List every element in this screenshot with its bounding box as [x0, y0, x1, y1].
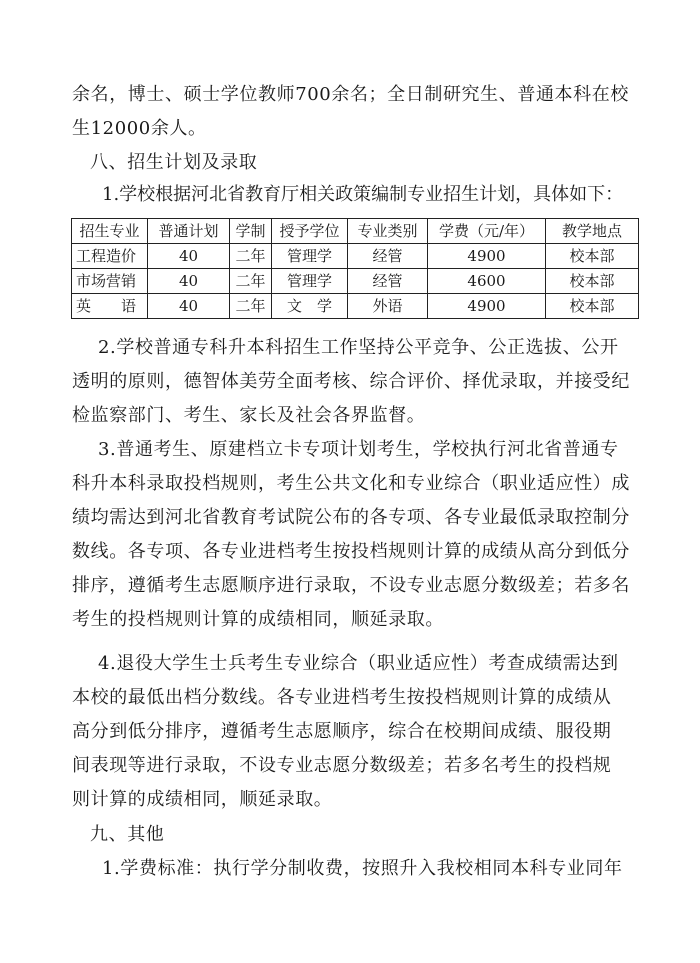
text-line: 1.学校根据河北省教育厅相关政策编制专业招生计划，具体如下：: [102, 184, 624, 205]
text-line: 生12000余人。: [72, 118, 207, 139]
table-header-row: [72, 219, 639, 244]
table-row: [72, 244, 639, 269]
text-line: 本校的最低出档分数线。各专业进档考生按投档规则计算的成绩从: [72, 687, 612, 708]
table-cell: 40: [148, 294, 230, 319]
table-cell: 4600: [428, 269, 546, 294]
table-cell: 外语: [348, 294, 428, 319]
section-heading-8: 八、招生计划及录取: [90, 152, 258, 173]
text-line: 考生的投档规则计算的成绩相同，顺延录取。: [72, 609, 444, 630]
text-line: 排序，遵循考生志愿顺序进行录取，不设专业志愿分数级差；若多名: [72, 575, 630, 596]
table-header-cell: 招生专业: [72, 219, 148, 244]
text-line: 2.学校普通专科升本科招生工作坚持公平竞争、公正选拔、公开: [98, 337, 619, 358]
text-line: 高分到低分排序，遵循考生志愿顺序，综合在校期间成绩、服役期: [72, 721, 612, 742]
table-cell: 经管: [348, 244, 428, 269]
table-cell: 经管: [348, 269, 428, 294]
table-header-cell: 普通计划: [148, 219, 230, 244]
enrollment-plan-table: [71, 218, 639, 319]
text-line: 检监察部门、考生、家长及社会各界监督。: [72, 405, 426, 426]
text-line: 则计算的成绩相同，顺延录取。: [72, 789, 333, 810]
table-header-cell: 学费（元/年）: [428, 219, 546, 244]
section-heading-9: 九、其他: [90, 824, 165, 845]
table-cell: 管理学: [272, 269, 348, 294]
text-line: 透明的原则，德智体美劳全面考核、综合评价、择优录取，并接受纪: [72, 371, 630, 392]
table-header-cell: 专业类别: [348, 219, 428, 244]
table-header-cell: 教学地点: [546, 219, 639, 244]
text-line: 4.退役大学生士兵考生专业综合（职业适应性）考查成绩需达到: [98, 653, 619, 674]
table-cell: 40: [148, 269, 230, 294]
table-cell: 文 学: [272, 294, 348, 319]
table-cell: 二年: [230, 294, 272, 319]
table-cell: 英 语: [72, 294, 148, 319]
table-cell: 校本部: [546, 269, 639, 294]
text-line: 3.普通考生、原建档立卡专项计划考生，学校执行河北省普通专: [98, 439, 619, 460]
text-line: 数线。各专项、各专业进档考生按投档规则计算的成绩从高分到低分: [72, 541, 630, 562]
text-line: 间表现等进行录取，不设专业志愿分数级差；若多名考生的投档规: [72, 755, 612, 776]
text-line: 绩均需达到河北省教育考试院公布的各专项、各专业最低录取控制分: [72, 507, 630, 528]
table-cell: 校本部: [546, 294, 639, 319]
table-cell: 二年: [230, 269, 272, 294]
table-cell: 市场营销: [72, 269, 148, 294]
table-cell: 40: [148, 244, 230, 269]
text-line: 科升本科录取投档规则，考生公共文化和专业综合（职业适应性）成: [72, 473, 630, 494]
table-cell: 4900: [428, 294, 546, 319]
table-cell: 校本部: [546, 244, 639, 269]
table-header-cell: 授予学位: [272, 219, 348, 244]
table-cell: 管理学: [272, 244, 348, 269]
table-cell: 二年: [230, 244, 272, 269]
table-cell: 工程造价: [72, 244, 148, 269]
table-row: [72, 294, 639, 319]
text-line: 1.学费标准：执行学分制收费，按照升入我校相同本科专业同年: [102, 858, 623, 879]
table-cell: 4900: [428, 244, 546, 269]
table-header-cell: 学制: [230, 219, 272, 244]
table-row: [72, 269, 639, 294]
text-line: 余名，博士、硕士学位教师700余名；全日制研究生、普通本科在校: [72, 84, 629, 105]
